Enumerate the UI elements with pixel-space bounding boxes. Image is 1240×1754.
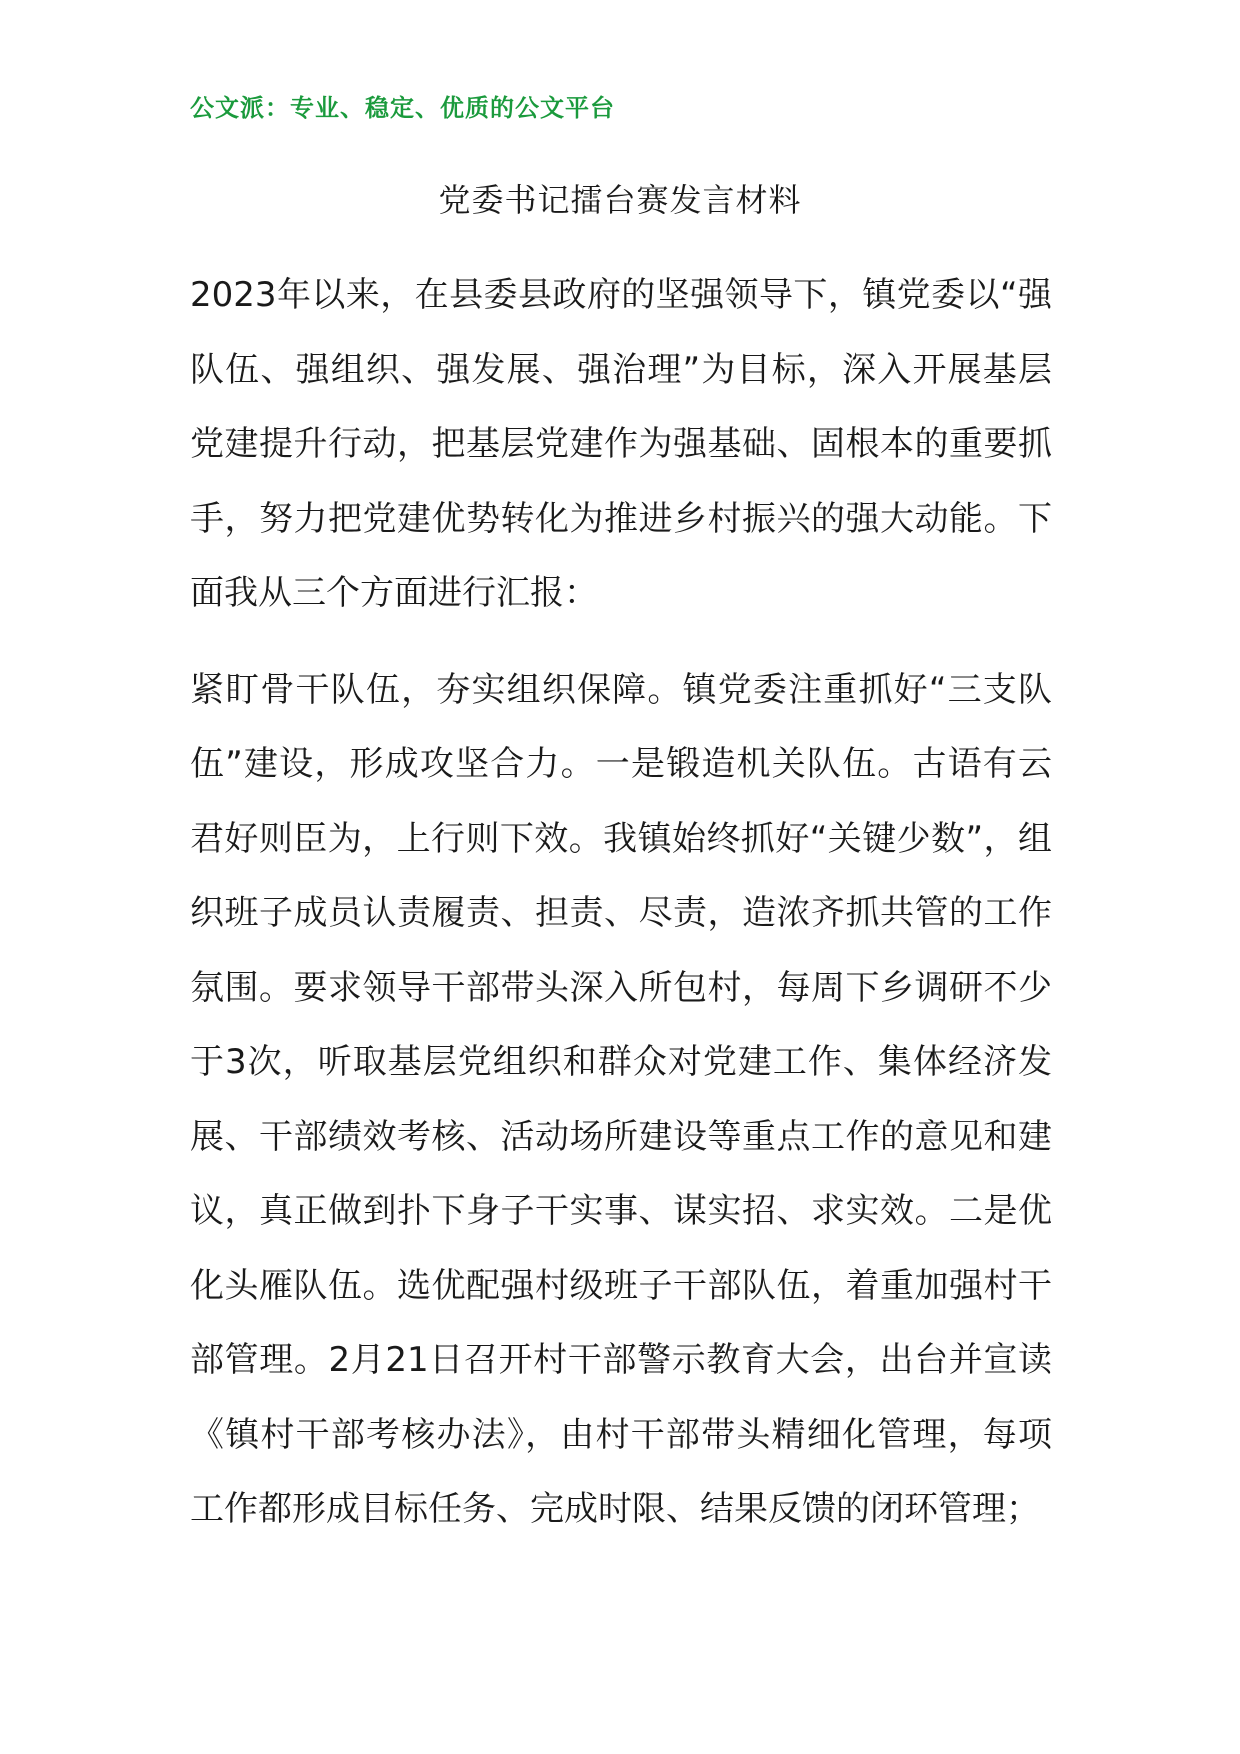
document-body (190, 258, 1052, 1547)
document-title: 党委书记擂台赛发言材料 (438, 181, 802, 219)
paragraph: 紧盯骨干队伍，夯实组织保障。镇党委注重抓好“三支队伍”建设，形成攻坚合力。一是锻造机关队伍。古语有云君好则臣为，上行则下效。我镇始终抓好“关键少数”，组织班子成员认责履责、担责、尽责，造浓齐抓共管的工作氛围。要求领导干部带头深入所包村，每周下乡调研不少于3次，听取基层党组织和群众对党建工作、集体经济发展、干部绩效考核、活动场所建设等重点工作的意见和建议，真正做到扑下身子干实事、谋实招、求实效。二是优化头雁队伍。选优配强村级班子干部队伍，着重加强村干部管理。2月21日召开村干部警示教育大会，出台并宣读《镇村干部考核办法》，由村干部带头精细化管理，每项工作都形成目标任务、完成时限、结果反馈的闭环管理； (190, 669, 1052, 1529)
header-banner: 公文派：专业、稳定、优质的公文平台 (190, 94, 615, 122)
paragraph: 2023年以来，在县委县政府的坚强领导下，镇党委以“强队伍、强组织、强发展、强治理”为目标，深入开展基层党建提升行动，把基层党建作为强基础、固根本的重要抓手，努力把党建优势转化为推进乡村振兴的强大动能。下面我从三个方面进行汇报： (190, 275, 1052, 613)
